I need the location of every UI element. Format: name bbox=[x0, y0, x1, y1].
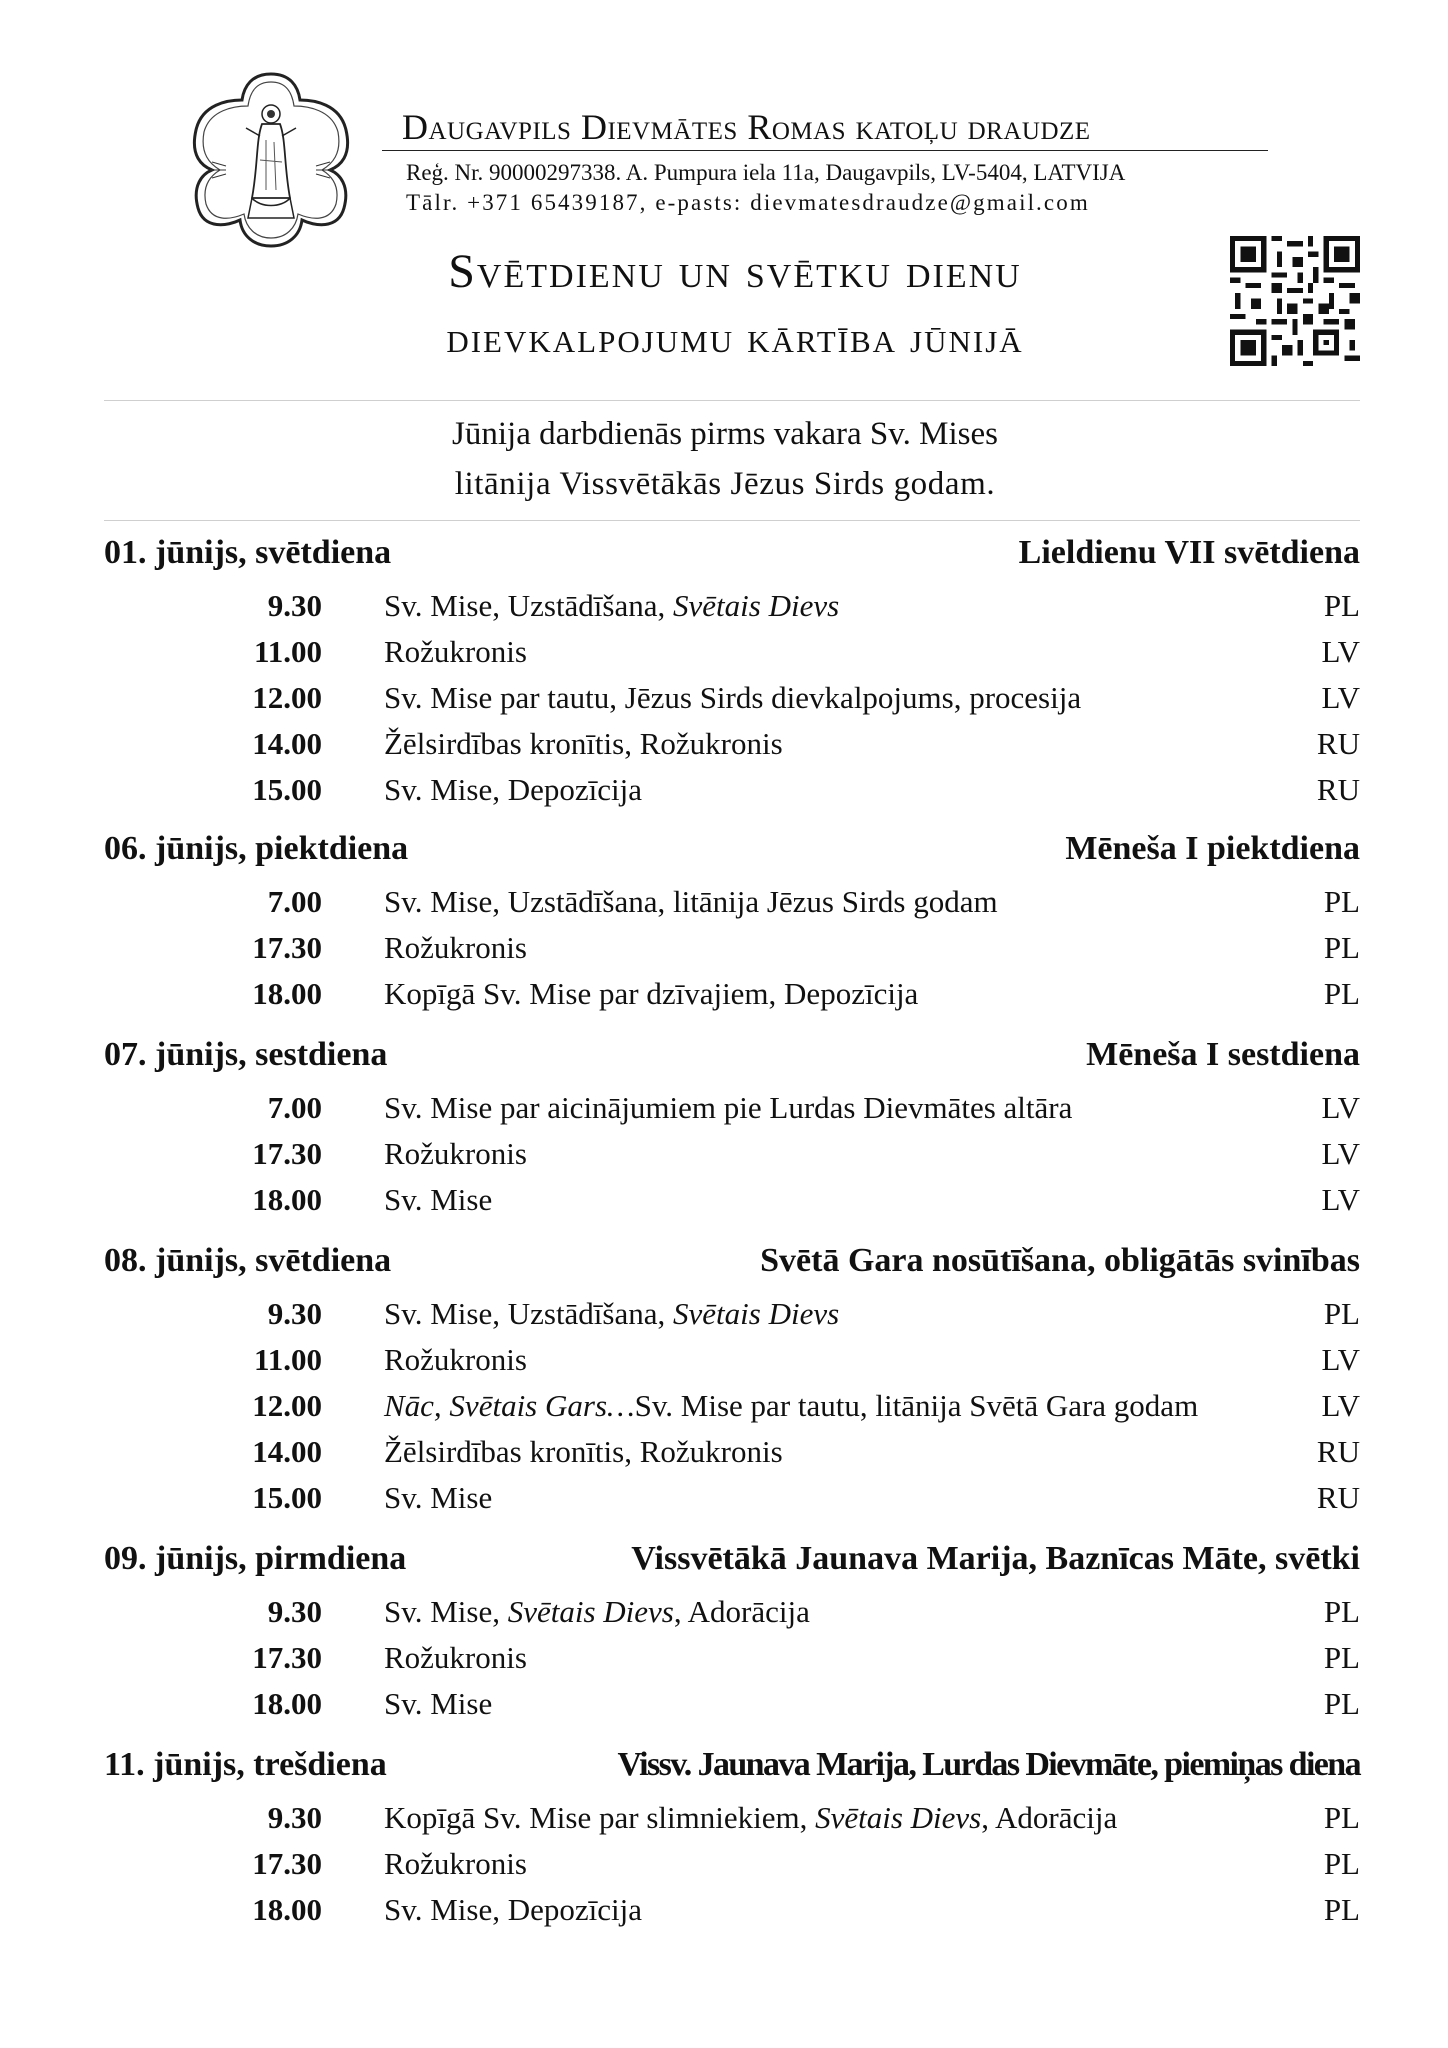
event-language: PL bbox=[1323, 1594, 1360, 1629]
event-description-text: Sv. Mise, Uzstādīšana, bbox=[384, 1296, 674, 1331]
event-description-italic: Svētais Dievs bbox=[815, 1800, 982, 1835]
event-row bbox=[104, 726, 1360, 772]
event-row bbox=[104, 1342, 1360, 1388]
event-description-text: Sv. Mise par tautu, Jēzus Sirds dievkalpojums, procesija bbox=[384, 680, 1082, 715]
event-time: 17.30 bbox=[252, 1640, 322, 1675]
event-time: 9.30 bbox=[267, 1800, 322, 1835]
note-line-1: Jūnija darbdienās pirms vakara Sv. Mises bbox=[452, 416, 998, 452]
event-description bbox=[384, 1342, 1290, 1378]
event-language: RU bbox=[1316, 1434, 1360, 1469]
event-row bbox=[104, 1892, 1360, 1938]
event-list bbox=[104, 588, 1360, 818]
event-language: PL bbox=[1323, 1846, 1360, 1881]
event-language: PL bbox=[1323, 1640, 1360, 1675]
event-description-text: Sv. Mise, Uzstādīšana, bbox=[384, 588, 674, 623]
day-date: 07. jūnijs, sestdiena bbox=[104, 1036, 388, 1073]
event-language: LV bbox=[1321, 1342, 1360, 1377]
event-time: 12.00 bbox=[252, 680, 322, 715]
event-description-italic: Svētais Dievs bbox=[673, 1296, 840, 1331]
event-description bbox=[384, 772, 1290, 808]
event-time: 7.00 bbox=[267, 884, 322, 919]
event-description-italic: Svētais Dievs bbox=[507, 1594, 674, 1629]
event-time: 9.30 bbox=[267, 588, 322, 623]
event-time: 12.00 bbox=[252, 1388, 322, 1423]
event-description bbox=[384, 1686, 1290, 1722]
event-description-text: Kopīgā Sv. Mise par dzīvajiem, Depozīcija bbox=[384, 976, 919, 1011]
event-description bbox=[384, 1296, 1290, 1332]
event-language: RU bbox=[1316, 772, 1360, 807]
event-time: 11.00 bbox=[253, 634, 322, 669]
day-date: 08. jūnijs, svētdiena bbox=[104, 1242, 392, 1279]
event-row bbox=[104, 1640, 1360, 1686]
event-language: LV bbox=[1321, 634, 1360, 669]
event-description bbox=[384, 1434, 1290, 1470]
event-description bbox=[384, 1182, 1290, 1218]
event-language: LV bbox=[1321, 1136, 1360, 1171]
event-description bbox=[384, 680, 1290, 716]
event-description-text: Sv. Mise, bbox=[384, 1594, 508, 1629]
day-date: 11. jūnijs, trešdiena bbox=[104, 1746, 387, 1783]
day-header bbox=[104, 1540, 1360, 1584]
divider-top bbox=[104, 400, 1360, 401]
day-feast: Mēneša I piektdiena bbox=[1065, 830, 1360, 867]
day-header bbox=[104, 1746, 1360, 1790]
day-header bbox=[104, 534, 1360, 578]
event-row bbox=[104, 1296, 1360, 1342]
event-list bbox=[104, 1594, 1360, 1732]
event-time: 17.30 bbox=[252, 930, 322, 965]
event-list bbox=[104, 1800, 1360, 1938]
parish-name: Daugavpils Dievmātes Romas katoļu draudze bbox=[402, 107, 1091, 147]
day-date: 06. jūnijs, piektdiena bbox=[104, 830, 409, 867]
event-row bbox=[104, 1686, 1360, 1732]
event-description bbox=[384, 930, 1290, 966]
event-row bbox=[104, 1182, 1360, 1228]
header-rule bbox=[382, 150, 1268, 151]
event-description-text: Kopīgā Sv. Mise par slimniekiem, bbox=[384, 1800, 816, 1835]
event-description-italic: Nāc, Svētais Gars… bbox=[384, 1388, 635, 1423]
event-description-text: Rožukronis bbox=[384, 1846, 527, 1881]
event-row bbox=[104, 1388, 1360, 1434]
event-description bbox=[384, 726, 1290, 762]
day-date: 01. jūnijs, svētdiena bbox=[104, 534, 392, 571]
event-row bbox=[104, 1090, 1360, 1136]
day-feast: Lieldienu VII svētdiena bbox=[1018, 534, 1360, 571]
day-feast: Mēneša I sestdiena bbox=[1086, 1036, 1360, 1073]
event-language: PL bbox=[1323, 1686, 1360, 1721]
event-row bbox=[104, 1434, 1360, 1480]
event-row bbox=[104, 1800, 1360, 1846]
event-description bbox=[384, 1090, 1290, 1126]
event-description bbox=[384, 634, 1290, 670]
event-description-text: Sv. Mise par tautu, litānija Svētā Gara godam bbox=[634, 1388, 1199, 1423]
day-feast: Svētā Gara nosūtīšana, obligātās svinības bbox=[760, 1242, 1360, 1279]
page-title-line-2: dievkalpojumu kārtība jūnijā bbox=[446, 313, 1024, 362]
event-language: RU bbox=[1316, 1480, 1360, 1515]
event-language: PL bbox=[1323, 976, 1360, 1011]
event-row bbox=[104, 976, 1360, 1022]
event-description bbox=[384, 1136, 1290, 1172]
event-description-text: , Adorācija bbox=[673, 1594, 810, 1629]
event-description-text: Žēlsirdības kronītis, Rožukronis bbox=[384, 1434, 783, 1469]
event-time: 15.00 bbox=[252, 1480, 322, 1515]
event-language: LV bbox=[1321, 1090, 1360, 1125]
event-language: PL bbox=[1323, 1800, 1360, 1835]
event-row bbox=[104, 1846, 1360, 1892]
event-list bbox=[104, 884, 1360, 1022]
event-description bbox=[384, 1594, 1290, 1630]
event-description bbox=[384, 1640, 1290, 1676]
event-time: 17.30 bbox=[252, 1846, 322, 1881]
event-description-text: , Adorācija bbox=[981, 1800, 1118, 1835]
event-description-text: Žēlsirdības kronītis, Rožukronis bbox=[384, 726, 783, 761]
event-list bbox=[104, 1090, 1360, 1228]
event-description-text: Sv. Mise, Depozīcija bbox=[384, 772, 642, 807]
event-description-text: Rožukronis bbox=[384, 1342, 527, 1377]
event-language: LV bbox=[1321, 1388, 1360, 1423]
day-header bbox=[104, 1036, 1360, 1080]
event-description bbox=[384, 976, 1290, 1012]
day-block bbox=[104, 1540, 1360, 1732]
event-time: 18.00 bbox=[252, 1686, 322, 1721]
event-language: PL bbox=[1323, 1296, 1360, 1331]
schedule bbox=[104, 532, 1360, 1952]
qr-code bbox=[1230, 236, 1360, 366]
event-description-text: Sv. Mise, Uzstādīšana, litānija Jēzus Sirds godam bbox=[384, 884, 998, 919]
day-feast: Vissv. Jaunava Marija, Lurdas Dievmāte, piemiņas diena bbox=[617, 1746, 1360, 1783]
event-description bbox=[384, 1480, 1290, 1516]
event-time: 18.00 bbox=[252, 1892, 322, 1927]
note-line-2: litānija Vissvētākās Jēzus Sirds godam. bbox=[454, 466, 996, 502]
event-row bbox=[104, 1136, 1360, 1182]
event-language: RU bbox=[1316, 726, 1360, 761]
event-time: 18.00 bbox=[252, 976, 322, 1011]
event-description-text: Rožukronis bbox=[384, 634, 527, 669]
event-list bbox=[104, 1296, 1360, 1526]
day-date: 09. jūnijs, pirmdiena bbox=[104, 1540, 407, 1577]
event-description-text: Sv. Mise bbox=[384, 1182, 493, 1217]
event-description bbox=[384, 1800, 1290, 1836]
event-row bbox=[104, 772, 1360, 818]
registration-line: Reģ. Nr. 90000297338. A. Pumpura iela 11a, Daugavpils, LV-5404, LATVIJA bbox=[406, 160, 1126, 185]
event-time: 7.00 bbox=[267, 1090, 322, 1125]
day-block bbox=[104, 830, 1360, 1022]
divider-bottom bbox=[104, 520, 1360, 521]
event-language: LV bbox=[1321, 1182, 1360, 1217]
event-description-text: Rožukronis bbox=[384, 1136, 527, 1171]
event-language: PL bbox=[1323, 1892, 1360, 1927]
event-description bbox=[384, 1846, 1290, 1882]
event-time: 17.30 bbox=[252, 1136, 322, 1171]
page-title-line-1: Svētdienu un svētku dienu bbox=[448, 245, 1022, 298]
day-feast: Vissvētākā Jaunava Marija, Baznīcas Māte, svētki bbox=[631, 1540, 1360, 1577]
event-time: 9.30 bbox=[267, 1296, 322, 1331]
event-description bbox=[384, 588, 1290, 624]
event-language: LV bbox=[1321, 680, 1360, 715]
day-header bbox=[104, 830, 1360, 874]
contact-line: Tālr. +371 65439187, e-pasts: dievmatesdraudze@gmail.com bbox=[406, 190, 1090, 215]
event-description bbox=[384, 1388, 1290, 1424]
day-block bbox=[104, 1242, 1360, 1526]
day-block bbox=[104, 1746, 1360, 1938]
day-block bbox=[104, 1036, 1360, 1228]
event-time: 11.00 bbox=[253, 1342, 322, 1377]
event-time: 18.00 bbox=[252, 1182, 322, 1217]
event-description bbox=[384, 884, 1290, 920]
event-description-text: Rožukronis bbox=[384, 1640, 527, 1675]
day-header bbox=[104, 1242, 1360, 1286]
event-row bbox=[104, 1480, 1360, 1526]
event-description bbox=[384, 1892, 1290, 1928]
event-time: 9.30 bbox=[267, 1594, 322, 1629]
event-time: 14.00 bbox=[252, 1434, 322, 1469]
event-time: 14.00 bbox=[252, 726, 322, 761]
event-row bbox=[104, 1594, 1360, 1640]
event-language: PL bbox=[1323, 884, 1360, 919]
event-description-text: Rožukronis bbox=[384, 930, 527, 965]
event-description-text: Sv. Mise par aicinājumiem pie Lurdas Dievmātes altāra bbox=[384, 1090, 1073, 1125]
day-block bbox=[104, 534, 1360, 818]
event-description-text: Sv. Mise, Depozīcija bbox=[384, 1892, 642, 1927]
event-description-text: Sv. Mise bbox=[384, 1686, 493, 1721]
event-row bbox=[104, 634, 1360, 680]
event-language: PL bbox=[1323, 588, 1360, 623]
event-time: 15.00 bbox=[252, 772, 322, 807]
parish-logo bbox=[190, 70, 352, 248]
event-description-text: Sv. Mise bbox=[384, 1480, 493, 1515]
event-row bbox=[104, 588, 1360, 634]
event-row bbox=[104, 680, 1360, 726]
event-row bbox=[104, 930, 1360, 976]
event-language: PL bbox=[1323, 930, 1360, 965]
event-description-italic: Svētais Dievs bbox=[673, 588, 840, 623]
event-row bbox=[104, 884, 1360, 930]
